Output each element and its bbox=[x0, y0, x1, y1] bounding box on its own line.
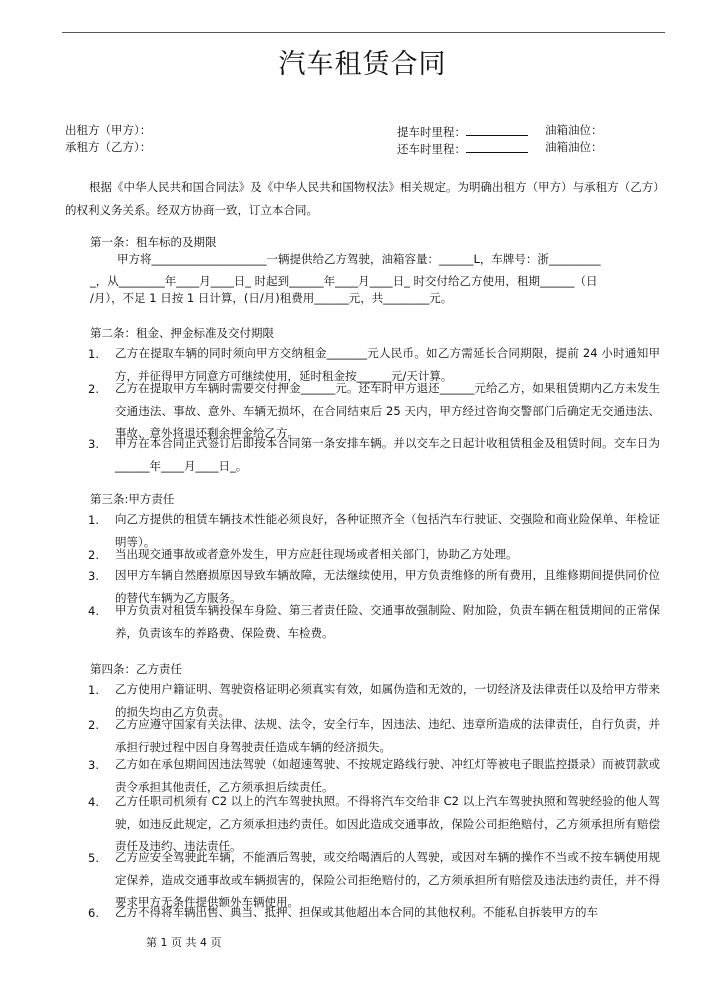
article1-line2: _，从________年____月____日_ 时起到______年____月____日_ 时交付给乙方使用，租期______（日 bbox=[90, 274, 598, 288]
article3-item3-num: 3. bbox=[88, 569, 99, 583]
article3-item1: 向乙方提供的租赁车辆技术性能必须良好，各种证照齐全（包括汽车行驶证、交强险和商业险保单、年检证明等）。 bbox=[115, 512, 660, 549]
article3-heading: 第三条:甲方责任 bbox=[90, 492, 175, 506]
top-rule bbox=[62, 32, 665, 33]
fuel-level-label-1: 油箱油位： bbox=[545, 123, 603, 137]
article2-item1-num: 1. bbox=[88, 347, 99, 361]
article4-heading: 第四条：乙方责任 bbox=[90, 662, 182, 676]
return-mileage-label: 还车时里程： bbox=[397, 142, 466, 156]
article2-item3: 甲方在本合同正式签订后即按本合同第一条安排车辆。并以交车之日起计收租赁租金及租赁时间。交车日为______年____月____日_。 bbox=[115, 436, 660, 473]
pickup-mileage-blank bbox=[466, 123, 528, 136]
article4-item2: 乙方应遵守国家有关法律、法规、法令，安全行车，因违法、违纪、违章所造成的法律责任，自行负责，并承担行驶过程中因自身驾驶责任造成车辆的经济损失。 bbox=[115, 717, 660, 754]
pickup-mileage-label: 提车时里程： bbox=[397, 125, 466, 139]
article4-item4-num: 4. bbox=[88, 795, 99, 809]
article1-line3: /月），不足 1 日按 1 日计算，(日/月)租费用______元，共________元。 bbox=[90, 291, 453, 305]
article4-item5-num: 5. bbox=[88, 851, 99, 865]
fuel-level-label-2: 油箱油位： bbox=[545, 140, 603, 154]
article3-item4-num: 4. bbox=[88, 604, 99, 618]
article4-item6-num: 6. bbox=[88, 906, 99, 920]
article3-item4: 甲方负责对租赁车辆投保车身险、第三者责任险、交通事故强制险、附加险，负责车辆在租赁期间的正常保养，负责该车的养路费、保险费、车检费。 bbox=[115, 603, 660, 640]
lessor-label: 出租方（甲方）： bbox=[65, 123, 152, 137]
article1-heading: 第一条：租车标的及期限 bbox=[90, 235, 217, 249]
article4-item3: 乙方如在承包期间因违法驾驶（如超速驾驶、不按规定路线行驶、冲红灯等被电子眼监控摄录）而被罚款或责令承担其他责任，乙方须承担后续责任。 bbox=[115, 757, 660, 794]
page-number: 第 1 页 共 4 页 bbox=[146, 936, 222, 949]
document-title: 汽车租赁合同 bbox=[278, 49, 447, 80]
article2-item1: 乙方在提取车辆的同时须向甲方交纳租金_______元人民币。如乙方需延长合同期限，提前 24 小时通知甲方，并征得甲方同意方可继续使用，延时租金按______元/天计算。 bbox=[115, 346, 660, 383]
article4-item2-num: 2. bbox=[88, 718, 99, 732]
article4-item5: 乙方应安全驾驶此车辆，不能酒后驾驶，或交给喝酒后的人驾驶，或因对车辆的操作不当或不按车辆使用规定保养，造成交通事故或车辆损害的，保险公司拒绝赔付的，乙方须承担所有赔偿及违法违约责任，并不得要求甲方无条件提供额外车辆使用。 bbox=[115, 850, 660, 909]
article2-heading: 第二条：租金、押金标准及交付期限 bbox=[90, 326, 274, 340]
article4-item6: 乙方不得将车辆出售、典当、抵押、担保或其他超出本合同的其他权利。不能私自拆装甲方的车 bbox=[115, 905, 598, 919]
article3-item3: 因甲方车辆自然磨损原因导致车辆故障，无法继续使用，甲方负责维修的所有费用，且维修期间提供同价位的替代车辆为乙方服务。 bbox=[115, 568, 660, 605]
article4-item1-num: 1. bbox=[88, 683, 99, 697]
article4-item3-num: 3. bbox=[88, 758, 99, 772]
article3-item1-num: 1. bbox=[88, 513, 99, 527]
article2-item3-num: 3. bbox=[88, 437, 99, 451]
article2-item2: 乙方在提取甲方车辆时需要交付押金______元。还车时甲方退还______元给乙方，如果租赁期内乙方未发生交通违法、事故、意外、车辆无损坏，在合同结束后 25 天内，甲方经过咨询交警部门后确定无交通违法、事故、意外将退还剩余押金给乙方。 bbox=[115, 381, 660, 440]
article3-item2: 当出现交通事故或者意外发生，甲方应赶往现场或者相关部门，协助乙方处理。 bbox=[115, 547, 518, 561]
lessee-label: 承租方（乙方）： bbox=[65, 140, 152, 154]
pickup-mileage-field bbox=[397, 123, 528, 140]
article4-item4: 乙方任职司机须有 C2 以上的汽车驾驶执照。不得将汽车交给非 C2 以上汽车驾驶执照和驾驶经验的他人驾驶，如违反此规定，乙方须承担违约责任。如因此造成交通事故，保险公司拒绝赔付，乙方须承担所有赔偿责任及违约、违法责任。 bbox=[115, 794, 660, 853]
return-mileage-field bbox=[397, 140, 528, 157]
article3-item2-num: 2. bbox=[88, 548, 99, 562]
return-mileage-blank bbox=[466, 140, 528, 153]
article2-item2-num: 2. bbox=[88, 382, 99, 396]
article1-line1: 甲方将____________________一辆提供给乙方驾驶，油箱容量：______L，车牌号：浙_________ bbox=[117, 252, 601, 266]
article4-item1: 乙方使用户籍证明、驾驶资格证明必须真实有效，如属伪造和无效的，一切经济及法律责任以及给甲方带来的损失均由乙方负责。 bbox=[115, 682, 660, 719]
intro-paragraph: 根据《中华人民共和国合同法》及《中华人民共和国物权法》相关规定。为明确出租方（甲方）与承租方（乙方）的权利义务关系。经双方协商一致，订立本合同。 bbox=[65, 180, 659, 217]
